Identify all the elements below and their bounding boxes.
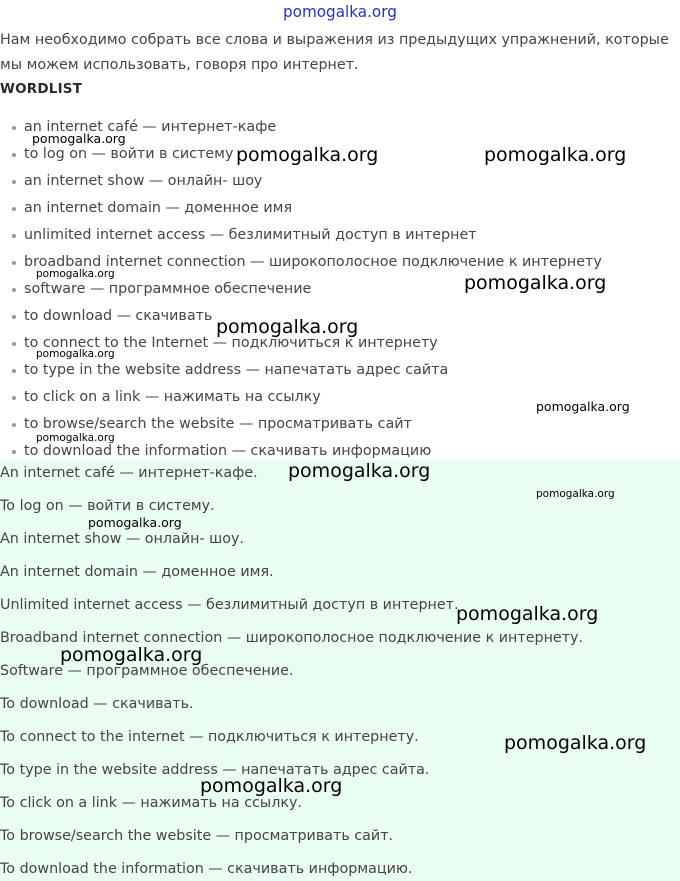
list-item: to browse/search the website — просматривать сайт (0, 411, 680, 438)
answer-line: An internet café — интернет-кафе. (0, 465, 258, 481)
list-item: unlimited internet access — безлимитный доступ в интернет (0, 222, 680, 249)
watermark: pomogalka.org (536, 488, 615, 500)
watermark: pomogalka.org (36, 268, 115, 280)
watermark: pomogalka.org (536, 399, 630, 414)
watermark: pomogalka.org (236, 144, 379, 166)
list-item: broadband internet connection — широкополосное подключение к интернету (0, 249, 680, 276)
answer-line: To connect to the internet — подключиться к интернету. (0, 729, 419, 745)
watermark: pomogalka.org (36, 348, 115, 360)
watermark: pomogalka.org (456, 603, 599, 625)
list-item: to connect to the Internet — подключиться к интернету (0, 330, 680, 357)
list-item: to click on a link — нажимать на ссылку (0, 384, 680, 411)
watermark: pomogalka.org (464, 272, 607, 294)
answer-line: To browse/search the website — просматривать сайт. (0, 828, 394, 844)
list-item: to download the information — скачивать информацию (0, 438, 680, 465)
watermark: pomogalka.org (504, 732, 647, 754)
watermark: pomogalka.org (288, 460, 431, 482)
answer-line: Broadband internet connection — широкополосное подключение к интернету. (0, 630, 584, 646)
list-item: an internet domain — доменное имя (0, 195, 680, 222)
watermark: pomogalka.org (484, 144, 627, 166)
answer-line: Unlimited internet access — безлимитный доступ в интернет. (0, 597, 459, 613)
list-item: to log on — войти в систему (0, 141, 680, 168)
list-item: software — программное обеспечение (0, 276, 680, 303)
answer-line: To click on a link — нажимать на ссылку. (0, 795, 302, 811)
wordlist-heading: WORDLIST (0, 81, 83, 97)
answer-line: Software — программное обеспечение. (0, 663, 294, 679)
answer-line: To download — скачивать. (0, 696, 194, 712)
list-item: to type in the website address — напечатать адрес сайта (0, 357, 680, 384)
watermark: pomogalka.org (216, 316, 359, 338)
watermark: pomogalka.org (36, 432, 115, 444)
list-item: an internet café — интернет-кафе (0, 114, 680, 141)
answer-line: To log on — войти в систему. (0, 498, 215, 514)
site-header-link[interactable]: pomogalka.org (283, 2, 397, 21)
answer-line: To type in the website address — напечатать адрес сайта. (0, 762, 430, 778)
answer-line: An internet show — онлайн- шоу. (0, 531, 244, 547)
watermark: pomogalka.org (32, 131, 126, 146)
watermark: pomogalka.org (88, 515, 182, 530)
list-item: an internet show — онлайн- шоу (0, 168, 680, 195)
watermark: pomogalka.org (60, 644, 203, 666)
intro-paragraph: Нам необходимо собрать все слова и выражения из предыдущих упражнений, которые мы можем использовать, говоря про интернет. (0, 32, 669, 73)
list-item: to download — скачивать (0, 303, 680, 330)
answer-line: An internet domain — доменное имя. (0, 564, 274, 580)
answer-line: To download the information — скачивать информацию. (0, 861, 413, 877)
watermark: pomogalka.org (200, 775, 343, 797)
